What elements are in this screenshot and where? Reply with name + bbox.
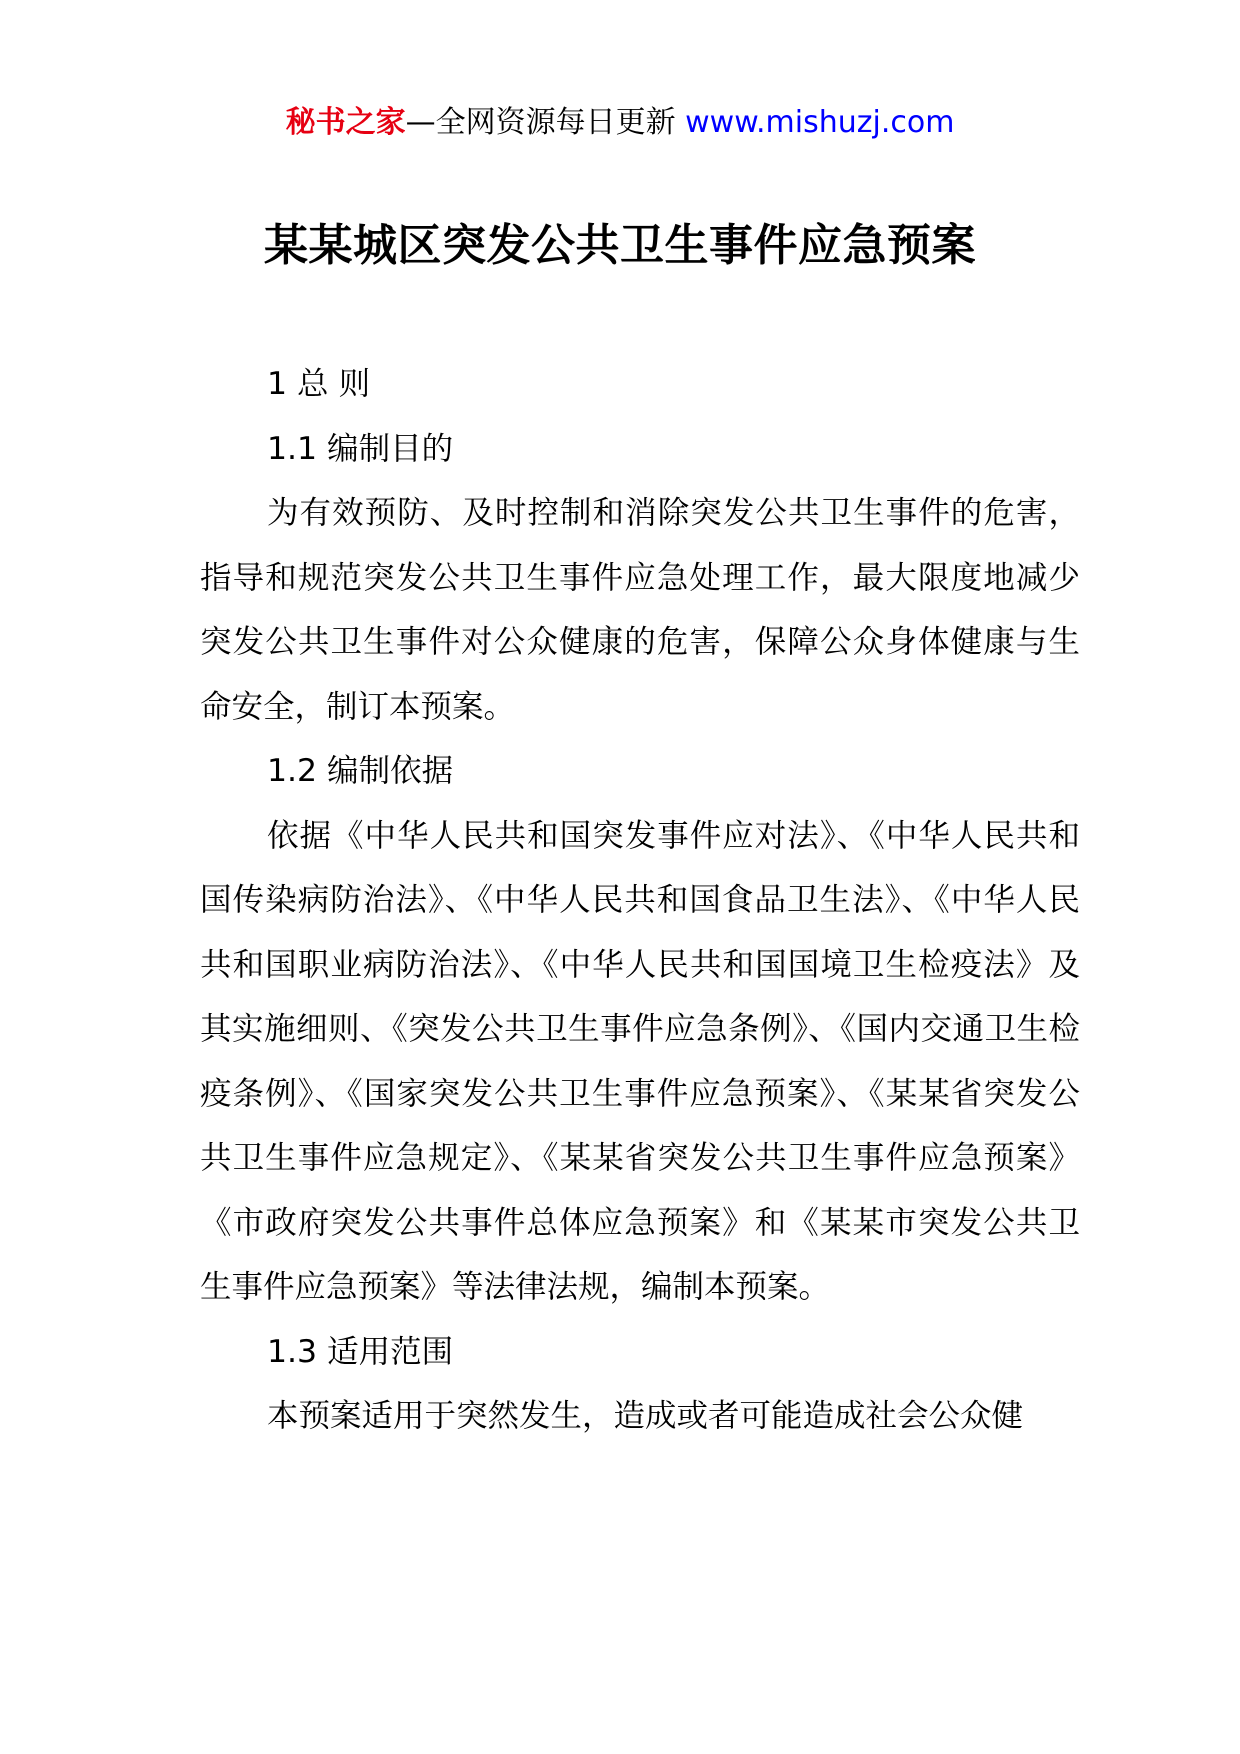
paragraph-purpose: 为有效预防、及时控制和消除突发公共卫生事件的危害，指导和规范突发公共卫生事件应急处理工作，最大限度地减少突发公共卫生事件对公众健康的危害，保障公众身体健康与生命安全，制订本预案。 — [200, 495, 1080, 725]
paragraph-basis: 依据《中华人民共和国突发事件应对法》、《中华人民共和国传染病防治法》、《中华人民共和国食品卫生法》、《中华人民共和国职业病防治法》、《中华人民共和国国境卫生检疫法》及其实施细则、《突发公共卫生事件应急条例》、《国内交通卫生检疫条例》、《国家突发公共卫生事件应急预案》、《某某省突发公共卫生事件应急规定》、《某某省突发公共卫生事件应急预案》《市政府突发公共事件总体应急预案》和《某某市突发公共卫生事件应急预案》等法律法规，编制本预案。 — [200, 817, 1080, 1305]
site-url-link[interactable]: www.mishuzj.com — [685, 105, 955, 140]
site-header — [0, 103, 1240, 143]
site-tagline: —全网资源每日更新 — [405, 105, 676, 140]
section-heading-basis: 1.2 编制依据 — [267, 753, 454, 789]
section-heading-scope: 1.3 适用范围 — [267, 1333, 454, 1370]
site-brand: 秘书之家 — [285, 105, 406, 140]
document-title: 某某城区突发公共卫生事件应急预案 — [264, 220, 976, 271]
paragraph-scope: 本预案适用于突然发生，造成或者可能造成社会公众健 — [267, 1398, 1024, 1434]
section-heading-purpose: 1.1 编制目的 — [267, 430, 454, 467]
document-body — [200, 352, 1080, 1449]
section-heading-general: 1 总 则 — [267, 366, 371, 402]
